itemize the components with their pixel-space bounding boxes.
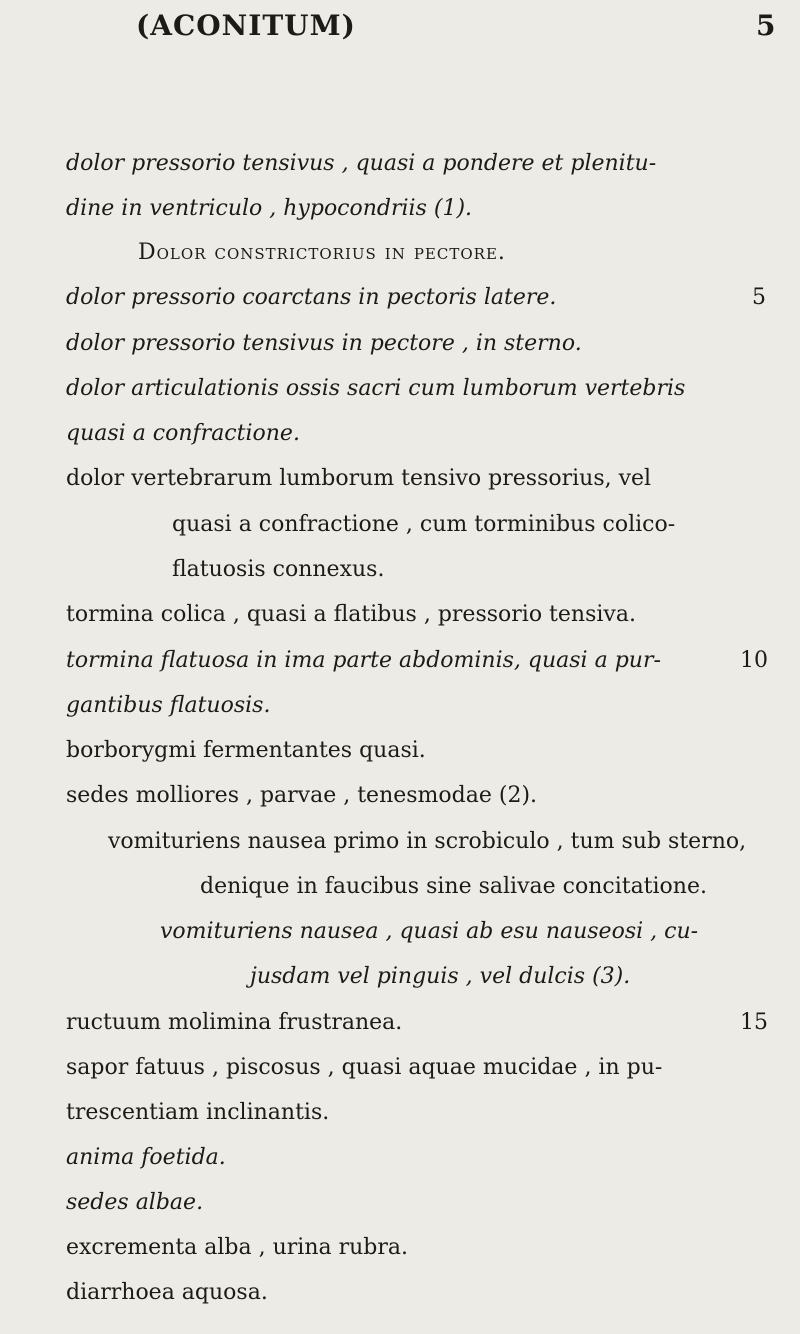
text-line: dolor articulationis ossis sacri cum lumborum vertebris bbox=[66, 376, 686, 401]
margin-line-number: 10 bbox=[740, 648, 768, 673]
text-line: diarrhoea aquosa. bbox=[66, 1280, 268, 1305]
text-line: jusdam vel pinguis , vel dulcis (3). bbox=[250, 964, 631, 989]
text-line: tormina flatuosa in ima parte abdominis, quasi a pur- bbox=[66, 648, 661, 673]
text-line: dolor vertebrarum lumborum tensivo pressorius, vel bbox=[66, 466, 652, 491]
text-line: borborygmi fermentantes quasi. bbox=[66, 738, 426, 763]
text-line: dolor pressorio tensivus in pectore , in sterno. bbox=[66, 331, 582, 356]
text-line: sedes molliores , parvae , tenesmodae (2). bbox=[66, 783, 538, 808]
text-line: sedes albae. bbox=[66, 1190, 204, 1215]
text-line: gantibus flatuosis. bbox=[66, 693, 271, 718]
running-header-title: (ACONITUM) bbox=[136, 9, 356, 42]
margin-line-number: 5 bbox=[752, 285, 766, 310]
text-line: quasi a confractione. bbox=[66, 421, 300, 446]
text-line: anima foetida. bbox=[66, 1145, 226, 1170]
text-line: dolor pressorio tensivus , quasi a pondere et plenitu- bbox=[66, 151, 657, 176]
text-line: ructuum molimina frustranea. bbox=[66, 1010, 403, 1035]
text-line: quasi a confractione , cum torminibus colico- bbox=[172, 512, 676, 537]
page-number: 5 bbox=[756, 9, 776, 42]
section-heading: Dolor constrictorius in pectore. bbox=[138, 240, 506, 265]
text-line: excrementa alba , urina rubra. bbox=[66, 1235, 409, 1260]
text-line: flatuosis connexus. bbox=[172, 557, 385, 582]
text-line: tormina colica , quasi a flatibus , pressorio tensiva. bbox=[66, 602, 636, 627]
margin-line-number: 15 bbox=[740, 1010, 768, 1035]
text-line: vomituriens nausea primo in scrobiculo , tum sub sterno, bbox=[108, 829, 747, 854]
text-line: denique in faucibus sine salivae concitatione. bbox=[200, 874, 707, 899]
text-line: trescentiam inclinantis. bbox=[66, 1100, 330, 1125]
text-line: dolor pressorio coarctans in pectoris latere. bbox=[66, 285, 557, 310]
text-line: vomituriens nausea , quasi ab esu nauseosi , cu- bbox=[160, 919, 699, 944]
text-line: sapor fatuus , piscosus , quasi aquae mucidae , in pu- bbox=[66, 1055, 663, 1080]
text-line: dine in ventriculo , hypocondriis (1). bbox=[66, 196, 473, 221]
